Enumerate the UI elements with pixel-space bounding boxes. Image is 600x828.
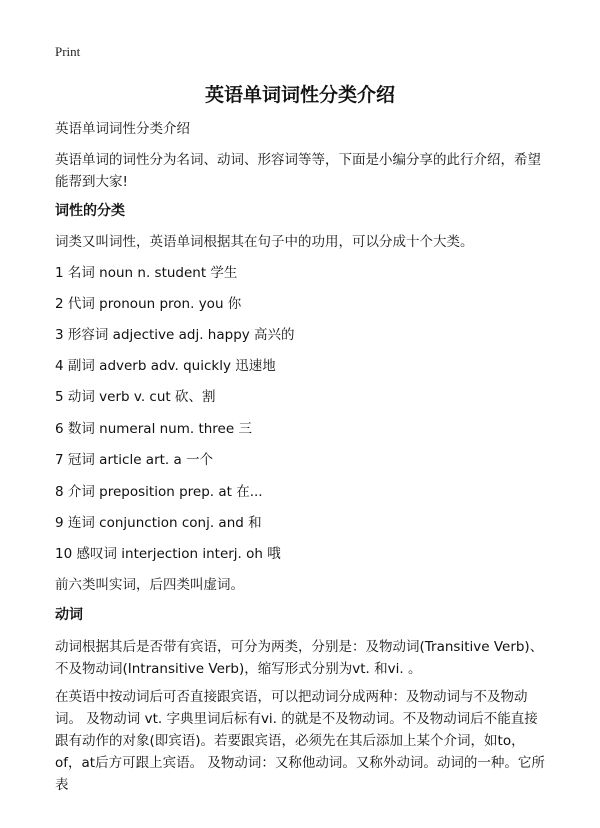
list-item: 8 介词 preposition prep. at 在... bbox=[55, 484, 263, 500]
list-item: 1 名词 noun n. student 学生 bbox=[55, 265, 238, 281]
list-item: 6 数词 numeral num. three 三 bbox=[55, 421, 252, 437]
section-heading-pos: 词性的分类 bbox=[55, 203, 125, 219]
list-item: 2 代词 pronoun pron. you 你 bbox=[55, 296, 242, 312]
section-pos-lead: 词类又叫词性，英语单词根据其在句子中的功用，可以分成十个大类。 bbox=[55, 234, 474, 250]
list-item: 3 形容词 adjective adj. happy 高兴的 bbox=[55, 327, 295, 343]
list-item: 10 感叹词 interjection interj. oh 哦 bbox=[55, 546, 281, 562]
list-item: 4 副词 adverb adv. quickly 迅速地 bbox=[55, 358, 276, 374]
verb-paragraph-2: 在英语中按动词后可否直接跟宾语，可以把动词分成两种：及物动词与不及物动词。 及物动词 vt. 字典里词后标有vi. 的就是不及物动词。不及物动词后不能直接跟有动作的对象(即宾语)。若要跟宾语，必须先在其后添加上某个介词，如to，of，at后方可跟上宾语。 及物动词：又称他动词。又称外动词。动词的一种。它所表 bbox=[55, 689, 545, 793]
print-label: Print bbox=[55, 44, 81, 59]
intro-paragraph: 英语单词的词性分为名词、动词、形容词等等，下面是小编分享的此行介绍，希望能帮到大家! bbox=[55, 152, 541, 190]
intro-subtitle: 英语单词词性分类介绍 bbox=[55, 121, 190, 137]
list-item: 9 连词 conjunction conj. and 和 bbox=[55, 515, 262, 531]
verb-paragraph-1: 动词根据其后是否带有宾语，可分为两类，分别是：及物动词(Transitive Verb)、不及物动词(Intransitive Verb)，缩写形式分别为vt. 和vi. 。 bbox=[55, 639, 544, 677]
page-title: 英语单词词性分类介绍 bbox=[204, 84, 395, 106]
section-pos-summary: 前六类叫实词，后四类叫虚词。 bbox=[55, 577, 244, 593]
list-item: 5 动词 verb v. cut 砍、割 bbox=[55, 389, 216, 405]
section-heading-verb: 动词 bbox=[55, 607, 83, 623]
list-item: 7 冠词 article art. a 一个 bbox=[55, 452, 214, 468]
